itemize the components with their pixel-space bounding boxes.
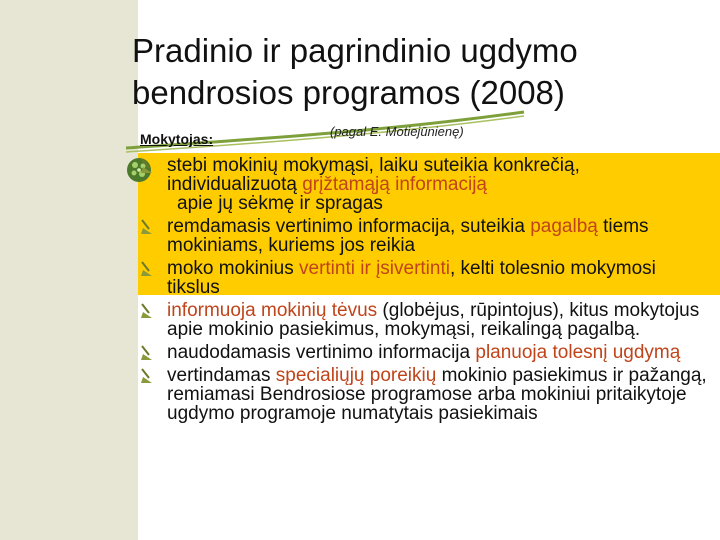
highlighted-text: specialiųjų poreikių (275, 365, 437, 386)
title-line-2: bendrosios programos (2008) (132, 74, 565, 111)
slide-title (132, 30, 712, 114)
item-text: stebi mokinių mokymąsi, laiku suteikia konkrečią, individualizuotą (167, 155, 580, 195)
teacher-label: Mokytojas: (140, 131, 214, 147)
item-text: vertindamas (167, 365, 276, 386)
highlighted-text: grįžtamąją informaciją (302, 174, 487, 195)
list-item (140, 156, 710, 213)
highlighted-text: vertinti ir įsivertinti (299, 258, 450, 279)
side-band (0, 0, 138, 540)
item-text: naudodamasis vertinimo informacija (167, 342, 476, 363)
pencil-bullet-icon (140, 303, 154, 323)
item-text: mokinio pasiekimus ir pažangą, remiamasi Bendrosiose programose arba mokiniui pritaikytoje ugdymo programoje numatytais pasiekimais (167, 365, 707, 424)
list-item (140, 343, 710, 362)
item-text: (globėjus, rūpintojus), kitus mokytojus apie mokinio pasiekimus, mokymąsi, reikalingą pagalbą. (167, 300, 700, 340)
pencil-bullet-icon (140, 219, 154, 239)
item-text: tiems mokiniams, kuriems jos reikia (167, 216, 649, 256)
highlighted-text: informuoja mokinių tėvus (167, 300, 378, 321)
teacher-duties-list (140, 156, 710, 427)
pencil-bullet-icon (140, 345, 154, 365)
source-label: (pagal E. Motiejūnienę) (330, 124, 464, 139)
item-text: remdamasis vertinimo informacija, suteikia (167, 216, 531, 237)
item-text: moko mokinius (167, 258, 299, 279)
list-item (140, 259, 710, 297)
pencil-bullet-icon (140, 368, 154, 388)
title-line-1: Pradinio ir pagrindinio ugdymo (132, 32, 578, 69)
item-text: , kelti tolesnio mokymosi tikslus (167, 258, 656, 298)
highlighted-text: planuoja tolesnį ugdymą (475, 342, 681, 363)
highlighted-text: pagalbą (530, 216, 598, 237)
pencil-bullet-icon (140, 158, 154, 178)
list-item (140, 217, 710, 255)
list-item (140, 301, 710, 339)
list-item (140, 366, 710, 423)
item-continuation-text: apie jų sėkmę ir spragas (177, 193, 383, 214)
pencil-bullet-icon (140, 261, 154, 281)
